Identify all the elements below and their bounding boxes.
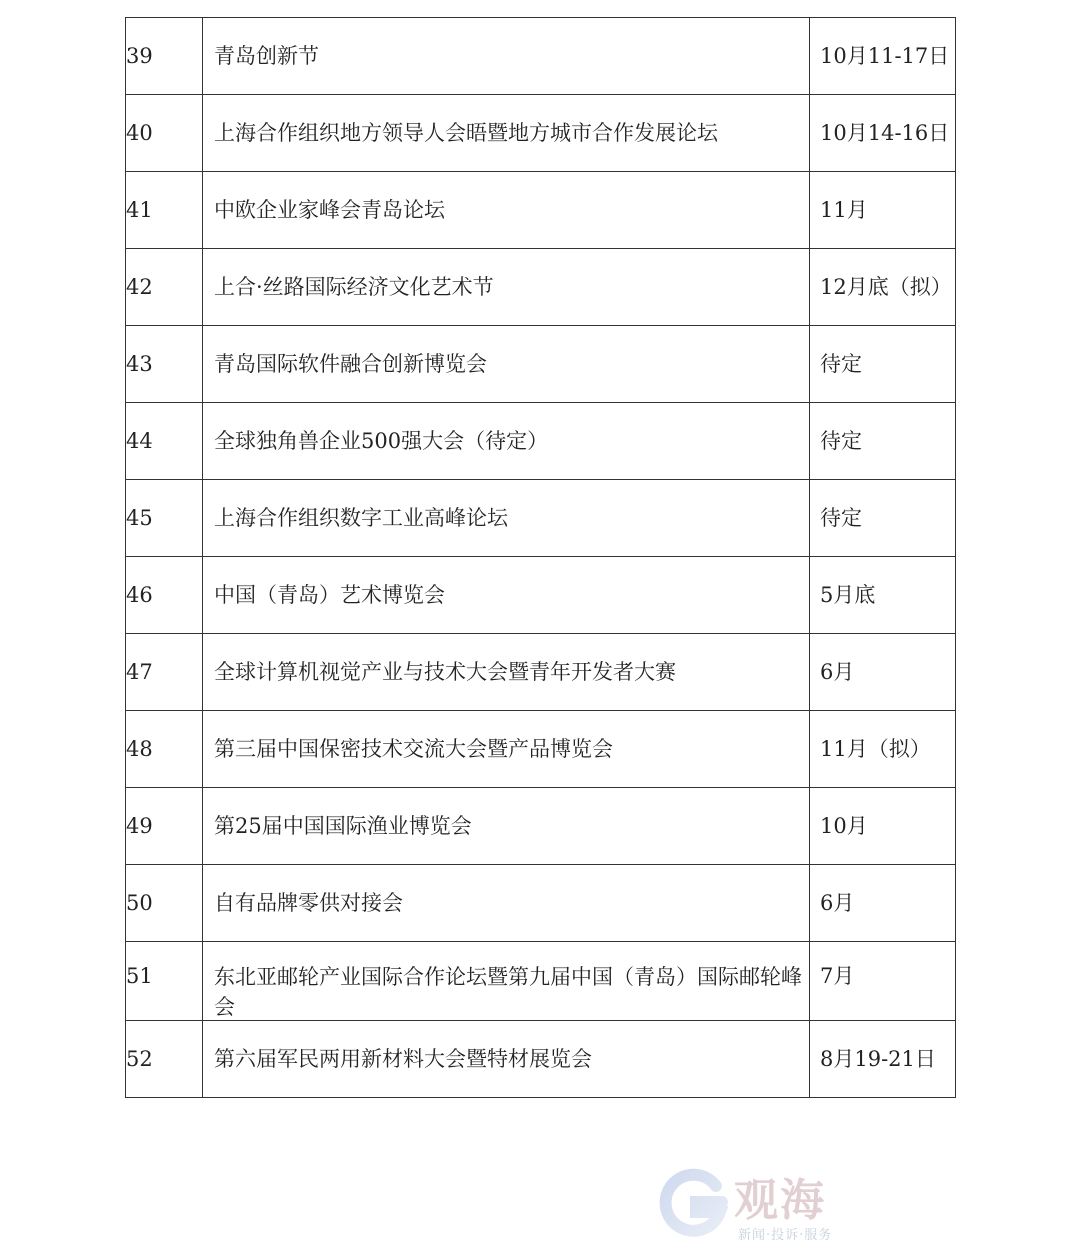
event-name-cell	[203, 942, 810, 1021]
watermark-subtitle: 新闻·投诉·服务	[738, 1228, 833, 1243]
event-date-cell	[810, 326, 956, 403]
event-date-cell	[810, 942, 956, 1021]
event-date-cell	[810, 249, 956, 326]
event-date-cell	[810, 711, 956, 788]
table-row	[126, 942, 956, 1021]
events-table-body	[126, 18, 956, 1098]
row-number-cell-text: 48	[126, 737, 153, 761]
event-name-cell-text: 第三届中国保密技术交流大会暨产品博览会	[214, 737, 613, 761]
event-name-cell	[203, 557, 810, 634]
event-name-cell	[203, 1021, 810, 1098]
event-name-cell-text: 青岛创新节	[214, 44, 319, 68]
row-number-cell	[126, 711, 203, 788]
table-row	[126, 95, 956, 172]
row-number-cell-text: 40	[126, 121, 153, 145]
row-number-cell-text: 43	[126, 352, 153, 376]
event-date-cell	[810, 557, 956, 634]
event-name-cell-text: 上海合作组织地方领导人会晤暨地方城市合作发展论坛	[214, 121, 718, 145]
event-name-cell	[203, 326, 810, 403]
event-date-cell-text: 5月底	[820, 583, 876, 607]
row-number-cell	[126, 865, 203, 942]
row-number-cell-text: 41	[126, 198, 153, 222]
row-number-cell	[126, 326, 203, 403]
row-number-cell-text: 49	[126, 814, 153, 838]
event-date-cell-text: 6月	[820, 660, 855, 684]
event-name-cell	[203, 403, 810, 480]
row-number-cell-text: 51	[126, 964, 153, 988]
table-row	[126, 634, 956, 711]
row-number-cell-text: 39	[126, 44, 153, 68]
event-date-cell-text: 10月14-16日	[820, 121, 950, 145]
event-date-cell-text: 12月底（拟）	[820, 275, 952, 299]
event-date-cell	[810, 634, 956, 711]
event-date-cell-text: 待定	[820, 352, 862, 376]
event-date-cell-text: 11月（拟）	[820, 737, 931, 761]
event-name-cell	[203, 480, 810, 557]
event-date-cell	[810, 788, 956, 865]
row-number-cell-text: 44	[126, 429, 153, 453]
table-row	[126, 249, 956, 326]
watermark-logo	[652, 1160, 882, 1250]
event-date-cell	[810, 480, 956, 557]
event-date-cell-text: 8月19-21日	[820, 1047, 936, 1071]
event-date-cell-text: 待定	[820, 429, 862, 453]
event-date-cell	[810, 172, 956, 249]
event-name-cell-text: 中欧企业家峰会青岛论坛	[214, 198, 445, 222]
event-name-cell-text: 全球独角兽企业500强大会（待定）	[214, 429, 549, 453]
event-date-cell	[810, 95, 956, 172]
event-date-cell	[810, 865, 956, 942]
row-number-cell	[126, 95, 203, 172]
event-date-cell-text: 11月	[820, 198, 868, 222]
table-row	[126, 557, 956, 634]
event-name-cell	[203, 249, 810, 326]
table-row	[126, 480, 956, 557]
event-date-cell	[810, 18, 956, 95]
event-date-cell	[810, 1021, 956, 1098]
event-name-cell	[203, 865, 810, 942]
event-name-cell	[203, 18, 810, 95]
watermark-title: 观海	[734, 1175, 826, 1226]
event-name-cell-text: 青岛国际软件融合创新博览会	[214, 352, 487, 376]
event-date-cell-text: 7月	[820, 964, 855, 988]
row-number-cell-text: 46	[126, 583, 153, 607]
row-number-cell-text: 47	[126, 660, 153, 684]
event-name-cell	[203, 172, 810, 249]
event-name-cell	[203, 788, 810, 865]
row-number-cell-text: 50	[126, 891, 153, 915]
event-name-cell	[203, 634, 810, 711]
events-table	[125, 17, 956, 1098]
table-row	[126, 788, 956, 865]
row-number-cell	[126, 942, 203, 1021]
table-row	[126, 403, 956, 480]
row-number-cell	[126, 634, 203, 711]
row-number-cell	[126, 788, 203, 865]
event-date-cell-text: 待定	[820, 506, 862, 530]
row-number-cell	[126, 1021, 203, 1098]
row-number-cell	[126, 480, 203, 557]
event-name-cell	[203, 711, 810, 788]
table-row	[126, 172, 956, 249]
event-name-cell	[203, 95, 810, 172]
event-date-cell-text: 6月	[820, 891, 855, 915]
table-row	[126, 326, 956, 403]
event-date-cell	[810, 403, 956, 480]
row-number-cell	[126, 249, 203, 326]
event-name-cell-text: 第25届中国国际渔业博览会	[214, 814, 472, 838]
event-date-cell-text: 10月	[820, 814, 868, 838]
event-name-cell-text: 全球计算机视觉产业与技术大会暨青年开发者大赛	[214, 660, 676, 684]
event-name-cell-text: 自有品牌零供对接会	[214, 891, 403, 915]
row-number-cell-text: 42	[126, 275, 153, 299]
event-name-cell-text: 上合·丝路国际经济文化艺术节	[214, 275, 494, 299]
row-number-cell	[126, 18, 203, 95]
event-name-cell-text: 第六届军民两用新材料大会暨特材展览会	[214, 1047, 592, 1071]
row-number-cell-text: 52	[126, 1047, 153, 1071]
table-row	[126, 865, 956, 942]
table-row	[126, 711, 956, 788]
event-name-cell-text: 东北亚邮轮产业国际合作论坛暨第九届中国（青岛）国际邮轮峰会	[214, 965, 802, 1019]
table-row	[126, 1021, 956, 1098]
g-logo-icon	[656, 1166, 732, 1242]
row-number-cell	[126, 403, 203, 480]
event-date-cell-text: 10月11-17日	[820, 44, 950, 68]
row-number-cell-text: 45	[126, 506, 153, 530]
event-name-cell-text: 上海合作组织数字工业高峰论坛	[214, 506, 508, 530]
row-number-cell	[126, 557, 203, 634]
table-row	[126, 18, 956, 95]
row-number-cell	[126, 172, 203, 249]
event-name-cell-text: 中国（青岛）艺术博览会	[214, 583, 445, 607]
